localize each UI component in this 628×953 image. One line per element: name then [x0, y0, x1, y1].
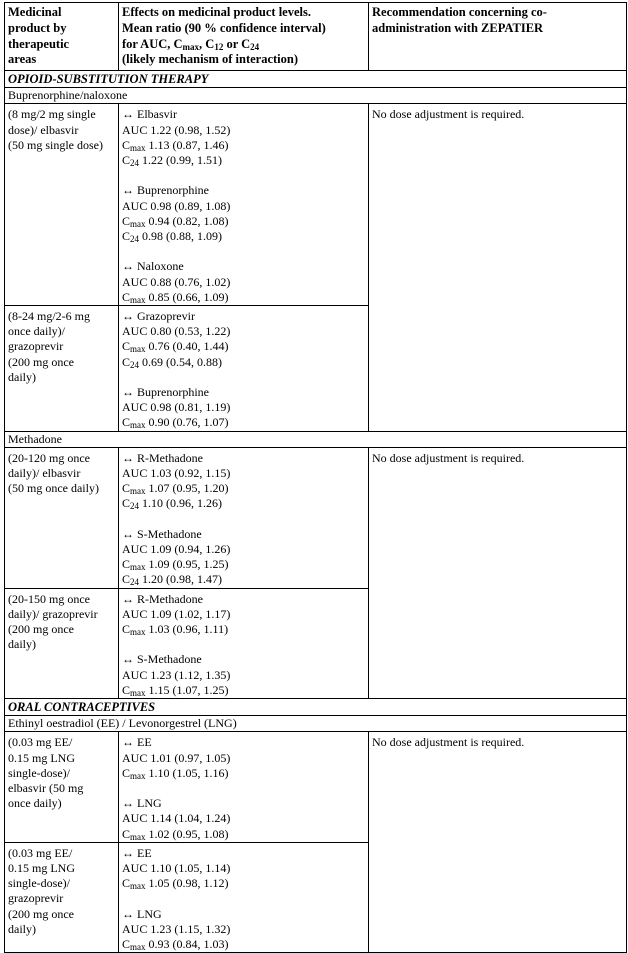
- table-row: [5, 447, 627, 588]
- effects-cell: [119, 104, 369, 306]
- pk-value: 0.85 (0.66, 1.09): [145, 289, 229, 304]
- pk-label-sub: max: [130, 831, 146, 842]
- pk-line: [122, 229, 365, 244]
- product-line: 0.15 mg LNG: [8, 750, 75, 765]
- pk-label-sub: max: [130, 627, 146, 638]
- pk-line: [122, 622, 365, 637]
- pk-value: 0.80 (0.53, 1.22): [147, 324, 231, 339]
- product-line: (200 mg once: [8, 354, 74, 369]
- pk-line: [122, 607, 365, 622]
- pk-label: AUC: [122, 861, 148, 876]
- pk-value: 1.20 (0.98, 1.47): [139, 572, 223, 587]
- drug-title: ↔ EE: [122, 845, 152, 860]
- drug-title: ↔ Grazoprevir: [122, 309, 195, 324]
- header-product-line: areas: [8, 52, 37, 67]
- drug-title: ↔ LNG: [122, 796, 162, 811]
- drug-title: ↔ Naloxone: [122, 259, 184, 274]
- pk-value: 1.09 (0.95, 1.25): [145, 557, 229, 572]
- pk-label-sub: max: [130, 420, 146, 431]
- pk-value: 1.22 (0.98, 1.52): [147, 122, 231, 137]
- pk-value: 1.03 (0.96, 1.11): [145, 622, 229, 637]
- table-row: [5, 104, 627, 306]
- pk-value: 1.10 (0.96, 1.26): [139, 496, 223, 511]
- pk-line: [122, 542, 365, 557]
- pk-value: 1.09 (1.02, 1.17): [147, 606, 231, 621]
- pk-label-sub: 24: [130, 501, 140, 512]
- effects-cell: [119, 588, 369, 698]
- pk-label-sub: max: [130, 218, 146, 229]
- product-line: once daily)/: [8, 324, 65, 339]
- product-line: dose)/ elbasvir: [8, 122, 79, 137]
- table-row: [5, 732, 627, 842]
- pk-value: 1.10 (1.05, 1.16): [145, 765, 229, 780]
- pk-label: AUC: [122, 750, 148, 765]
- pk-line: [122, 811, 365, 826]
- pk-line: [122, 214, 365, 229]
- pk-line: [122, 324, 365, 339]
- interaction-table: [4, 2, 627, 953]
- product-line: elbasvir (50 mg: [8, 781, 84, 796]
- drug-title: ↔ R-Methadone: [122, 450, 203, 465]
- header-effects: [119, 3, 369, 71]
- pk-line: [122, 876, 365, 891]
- pk-label: C: [122, 481, 131, 496]
- section-opioid: OPIOID-SUBSTITUTION THERAPY: [5, 71, 627, 88]
- block-spacer: [122, 370, 365, 385]
- pk-line: [122, 123, 365, 138]
- pk-value: 1.13 (0.87, 1.46): [145, 137, 229, 152]
- pk-label: C: [122, 682, 131, 697]
- pk-label-sub: 24: [130, 158, 140, 169]
- header-effects-line: (likely mechanism of interaction): [122, 52, 299, 67]
- recommendation-cell: No dose adjustment is required.: [369, 104, 627, 431]
- pk-label: C: [122, 229, 131, 244]
- pk-line: [122, 339, 365, 354]
- pk-line: [122, 199, 365, 214]
- pk-label-sub: max: [130, 687, 146, 698]
- effects-cell: [119, 842, 369, 952]
- pk-line: [122, 766, 365, 781]
- pk-label-sub: max: [130, 344, 146, 355]
- recommendation-cell: No dose adjustment is required.: [369, 447, 627, 698]
- pk-value: 1.03 (0.92, 1.15): [147, 466, 231, 481]
- header-recommendation: [369, 3, 627, 71]
- pk-value: 1.23 (1.15, 1.32): [147, 921, 231, 936]
- product-line: (0.03 mg EE/: [8, 735, 73, 750]
- header-effects-line: Mean ratio (90 % confidence interval): [122, 20, 326, 35]
- pk-line: [122, 466, 365, 481]
- pk-label: C: [122, 339, 131, 354]
- drug-title: ↔ Elbasvir: [122, 107, 177, 122]
- pk-label-sub: 24: [130, 234, 140, 245]
- pk-label: C: [122, 415, 131, 430]
- subgroup-row: [5, 88, 627, 104]
- header-effects-text: , C: [199, 36, 215, 51]
- pk-value: 1.15 (1.07, 1.25): [145, 682, 229, 697]
- section-oral-contraceptives: ORAL CONTRACEPTIVES: [5, 699, 627, 716]
- subgroup-row: [5, 431, 627, 447]
- pk-line: [122, 355, 365, 370]
- pk-label-sub: max: [130, 881, 146, 892]
- subgroup-row: [5, 716, 627, 732]
- pk-label-sub: 24: [130, 577, 140, 588]
- drug-title: ↔ R-Methadone: [122, 591, 203, 606]
- product-line: (50 mg once daily): [8, 481, 99, 496]
- pk-value: 0.88 (0.76, 1.02): [147, 274, 231, 289]
- pk-label: C: [122, 557, 131, 572]
- pk-label: C: [122, 937, 131, 952]
- pk-value: 0.69 (0.54, 0.88): [139, 354, 223, 369]
- header-product: [5, 3, 119, 71]
- pk-label: C: [122, 765, 131, 780]
- header-product-line: Medicinal: [8, 5, 62, 19]
- product-line: (50 mg single dose): [8, 137, 103, 152]
- pk-label: C: [122, 572, 131, 587]
- pk-line: [122, 683, 365, 698]
- header-effects-sub: 12: [214, 41, 224, 52]
- section-row: [5, 71, 627, 88]
- product-cell: [5, 588, 119, 698]
- block-spacer: [122, 637, 365, 652]
- pk-label: C: [122, 354, 131, 369]
- drug-title: ↔ Buprenorphine: [122, 385, 209, 400]
- product-line: (20-120 mg once: [8, 450, 90, 465]
- recommendation-cell: No dose adjustment is required.: [369, 732, 627, 953]
- pk-label-sub: max: [130, 942, 146, 953]
- subgroup-methadone: Methadone: [5, 431, 627, 447]
- pk-line: [122, 861, 365, 876]
- product-line: single-dose)/: [8, 765, 70, 780]
- pk-label-sub: max: [130, 562, 146, 573]
- header-effects-line: Effects on medicinal product levels.: [122, 5, 311, 19]
- product-cell: [5, 842, 119, 952]
- pk-label: AUC: [122, 274, 148, 289]
- header-recommendation-line: Recommendation concerning co-: [372, 5, 547, 19]
- product-cell: [5, 104, 119, 306]
- pk-value: 1.01 (0.97, 1.05): [147, 750, 231, 765]
- pk-line: [122, 751, 365, 766]
- pk-line: [122, 922, 365, 937]
- product-line: (200 mg once: [8, 906, 74, 921]
- header-effects-sub: 24: [250, 41, 260, 52]
- pk-label: AUC: [122, 122, 148, 137]
- pk-value: 1.09 (0.94, 1.26): [147, 542, 231, 557]
- pk-value: 0.90 (0.76, 1.07): [145, 415, 229, 430]
- pk-line: [122, 496, 365, 511]
- pk-value: 0.98 (0.81, 1.19): [147, 400, 231, 415]
- drug-title: ↔ EE: [122, 735, 152, 750]
- pk-label: AUC: [122, 921, 148, 936]
- effects-cell: [119, 732, 369, 842]
- product-line: daily): [8, 369, 36, 384]
- pk-label: AUC: [122, 324, 148, 339]
- pk-value: 1.05 (0.98, 1.12): [145, 876, 229, 891]
- pk-value: 1.23 (1.12, 1.35): [147, 667, 231, 682]
- product-line: single-dose)/: [8, 876, 70, 891]
- pk-label: AUC: [122, 667, 148, 682]
- pk-line: [122, 138, 365, 153]
- pk-value: 0.76 (0.40, 1.44): [145, 339, 229, 354]
- pk-value: 0.93 (0.84, 1.03): [145, 937, 229, 952]
- product-line: (8 mg/2 mg single: [8, 107, 96, 122]
- pk-label: C: [122, 213, 131, 228]
- drug-title: ↔ Buprenorphine: [122, 183, 209, 198]
- product-line: 0.15 mg LNG: [8, 861, 75, 876]
- product-line: daily)/ grazoprevir: [8, 606, 98, 621]
- product-cell: [5, 306, 119, 432]
- drug-title: ↔ S-Methadone: [122, 526, 202, 541]
- effects-cell: [119, 447, 369, 588]
- block-spacer: [122, 168, 365, 183]
- pk-label-sub: 24: [130, 359, 140, 370]
- pk-value: 1.22 (0.99, 1.51): [139, 153, 223, 168]
- product-line: daily): [8, 637, 36, 652]
- pk-line: [122, 827, 365, 842]
- pk-label: C: [122, 153, 131, 168]
- pk-label: C: [122, 496, 131, 511]
- product-line: (200 mg once: [8, 622, 74, 637]
- pk-label: AUC: [122, 400, 148, 415]
- header-effects-line: [122, 37, 365, 53]
- pk-value: 1.10 (1.05, 1.14): [147, 861, 231, 876]
- pk-line: [122, 400, 365, 415]
- pk-label-sub: max: [130, 486, 146, 497]
- product-line: once daily): [8, 796, 62, 811]
- effects-cell: [119, 306, 369, 432]
- pk-line: [122, 290, 365, 305]
- block-spacer: [122, 244, 365, 259]
- pk-label: C: [122, 826, 131, 841]
- header-effects-text: or C: [223, 36, 251, 51]
- pk-line: [122, 557, 365, 572]
- product-line: daily): [8, 921, 36, 936]
- pk-value: 1.02 (0.95, 1.08): [145, 826, 229, 841]
- block-spacer: [122, 781, 365, 796]
- pk-label: C: [122, 876, 131, 891]
- product-line: grazoprevir: [8, 891, 64, 906]
- pk-value: 0.98 (0.89, 1.08): [147, 198, 231, 213]
- pk-line: [122, 415, 365, 430]
- pk-label: C: [122, 137, 131, 152]
- product-line: (0.03 mg EE/: [8, 845, 73, 860]
- pk-line: [122, 481, 365, 496]
- drug-title: ↔ S-Methadone: [122, 652, 202, 667]
- pk-label-sub: max: [130, 294, 146, 305]
- pk-label: AUC: [122, 542, 148, 557]
- pk-value: 0.98 (0.88, 1.09): [139, 229, 223, 244]
- product-cell: [5, 732, 119, 842]
- pk-line: [122, 572, 365, 587]
- product-line: (20-150 mg once: [8, 591, 90, 606]
- product-cell: [5, 447, 119, 588]
- product-line: (8-24 mg/2-6 mg: [8, 309, 90, 324]
- pk-label: AUC: [122, 811, 148, 826]
- pk-label: C: [122, 622, 131, 637]
- pk-label: AUC: [122, 198, 148, 213]
- header-effects-sub: max: [182, 41, 200, 52]
- header-product-line: product by: [8, 20, 67, 35]
- header-recommendation-line: administration with ZEPATIER: [372, 20, 544, 35]
- product-line: daily)/ elbasvir: [8, 466, 81, 481]
- pk-label: C: [122, 289, 131, 304]
- pk-label: AUC: [122, 606, 148, 621]
- pk-value: 0.94 (0.82, 1.08): [145, 213, 229, 228]
- drug-title: ↔ LNG: [122, 906, 162, 921]
- block-spacer: [122, 891, 365, 906]
- pk-label: AUC: [122, 466, 148, 481]
- pk-value: 1.07 (0.95, 1.20): [145, 481, 229, 496]
- pk-line: [122, 275, 365, 290]
- block-spacer: [122, 512, 365, 527]
- pk-line: [122, 153, 365, 168]
- pk-label-sub: max: [130, 770, 146, 781]
- pk-value: 1.14 (1.04, 1.24): [147, 811, 231, 826]
- pk-line: [122, 668, 365, 683]
- product-line: grazoprevir: [8, 339, 64, 354]
- pk-label-sub: max: [130, 142, 146, 153]
- header-effects-text: for AUC, C: [122, 36, 183, 51]
- subgroup-buprenorphine: Buprenorphine/naloxone: [5, 88, 627, 104]
- section-row: [5, 699, 627, 716]
- subgroup-ee-lng: Ethinyl oestradiol (EE) / Levonorgestrel (LNG): [5, 716, 627, 732]
- header-product-line: therapeutic: [8, 36, 70, 51]
- header-row: [5, 3, 627, 71]
